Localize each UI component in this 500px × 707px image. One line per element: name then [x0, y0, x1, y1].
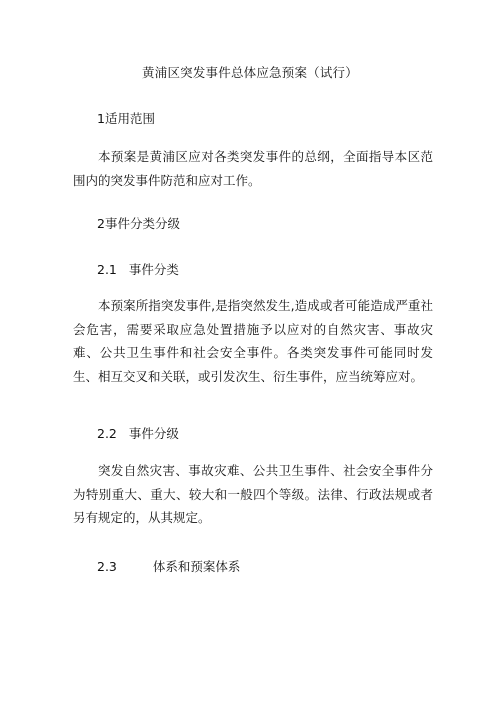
section-2-heading: [97, 215, 180, 233]
section-title: 事件分级: [128, 426, 179, 441]
section-title: 事件分类: [128, 262, 179, 277]
section-2-3-heading: [97, 558, 240, 576]
section-2-2-paragraph: 突发自然灾害、事故灾难、公共卫生事件、社会安全事件分为特别重大、重大、较大和一般四个等级。法律、行政法规或者另有规定的，从其规定。: [73, 463, 433, 525]
section-2-1-paragraph: 本预案所指突发事件,是指突然发生,造成或者可能造成严重社会危害，需要采取应急处置措施予以应对的自然灾害、事故灾难、公共卫生事件和社会安全事件。各类突发事件可能同时发生、相互交叉和关联，或引发次生、衍生事件，应当统筹应对。: [73, 298, 433, 384]
document-title: 黄浦区突发事件总体应急预案（试行）: [142, 65, 358, 80]
section-number: 2.3: [97, 559, 117, 574]
section-title: 事件分类分级: [104, 216, 180, 231]
section-title: 体系和预案体系: [152, 559, 241, 574]
section-1-paragraph: 本预案是黄浦区应对各类突发事件的总纲，全面指导本区范围内的突发事件防范和应对工作。: [73, 149, 433, 188]
section-2-2-heading: [97, 425, 179, 443]
section-2-1-heading: [97, 261, 179, 279]
section-number: 2: [97, 216, 105, 231]
section-title: 适用范围: [104, 111, 155, 126]
section-number: 2.2: [97, 426, 117, 441]
section-number: 1: [97, 111, 105, 126]
section-1-heading: [97, 110, 155, 128]
section-number: 2.1: [97, 262, 117, 277]
